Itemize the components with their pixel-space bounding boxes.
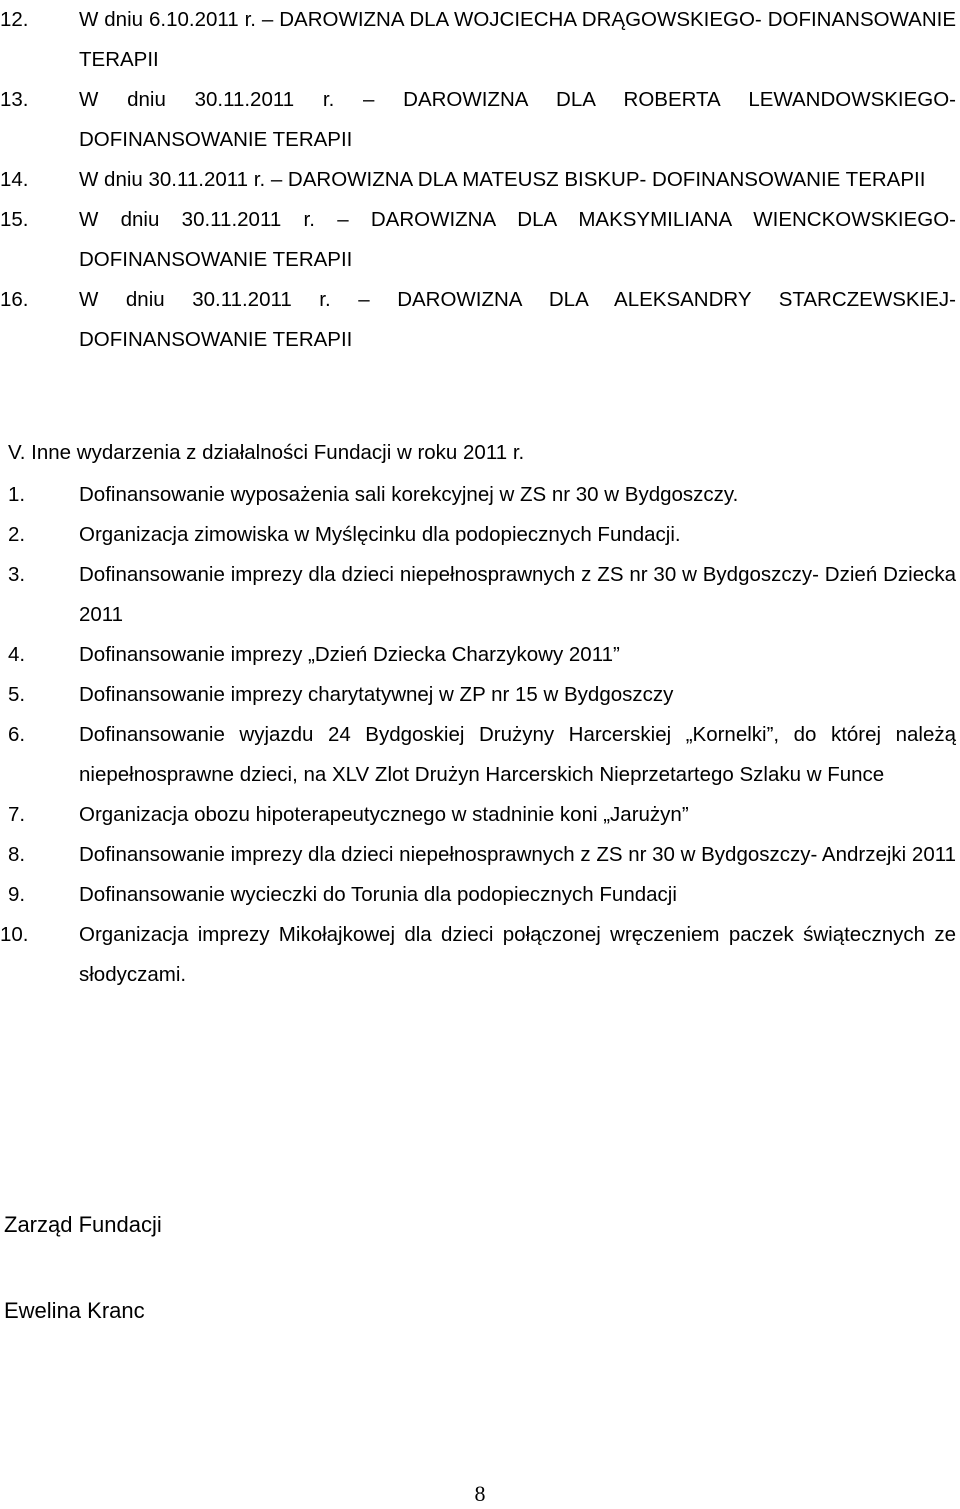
list-item [0, 0, 956, 80]
item-text: Organizacja imprezy Mikołajkowej dla dzieci połączonej wręczeniem paczek świątecznych ze słodyczami. [79, 923, 956, 986]
item-number: 16. [0, 288, 29, 311]
list-item [0, 555, 956, 635]
item-text: W dniu 30.11.2011 r. – DAROWIZNA DLA ROBERTA LEWANDOWSKIEGO- DOFINANSOWANIE TERAPII [79, 88, 956, 151]
item-number: 6. [8, 723, 26, 746]
item-text: Organizacja obozu hipoterapeutycznego w stadninie koni „Jarużyn” [79, 803, 689, 826]
item-text: Dofinansowanie imprezy dla dzieci niepełnosprawnych z ZS nr 30 w Bydgoszczy- Dzień Dziecka 2011 [79, 563, 956, 626]
item-text: Dofinansowanie wyposażenia sali korekcyjnej w ZS nr 30 w Bydgoszczy. [79, 483, 739, 506]
list-item [0, 835, 956, 875]
item-number: 12. [0, 8, 29, 31]
item-number: 14. [0, 168, 29, 191]
item-text: Dofinansowanie imprezy charytatywnej w ZP nr 15 w Bydgoszczy [79, 683, 674, 706]
donations-list [0, 0, 956, 360]
list-item [0, 280, 956, 360]
item-number: 2. [8, 523, 26, 546]
item-number: 3. [8, 563, 26, 586]
list-item [0, 795, 956, 835]
item-text: W dniu 30.11.2011 r. – DAROWIZNA DLA MATEUSZ BISKUP- DOFINANSOWANIE TERAPII [79, 168, 926, 191]
item-number: 8. [8, 843, 26, 866]
item-number: 15. [0, 208, 29, 231]
item-text: W dniu 6.10.2011 r. – DAROWIZNA DLA WOJCIECHA DRĄGOWSKIEGO- DOFINANSOWANIE TERAPII [79, 8, 956, 71]
section-heading: V. Inne wydarzenia z działalności Fundacji w roku 2011 r. [8, 441, 525, 464]
item-number: 5. [8, 683, 26, 706]
events-list [0, 475, 956, 995]
item-number: 7. [8, 803, 26, 826]
item-number: 10. [0, 923, 29, 946]
item-number: 13. [0, 88, 29, 111]
list-item [0, 160, 956, 200]
item-number: 1. [8, 483, 26, 506]
list-item [0, 675, 956, 715]
signature-name: Ewelina Kranc [4, 1298, 145, 1323]
page-number: 8 [474, 1481, 486, 1506]
item-number: 9. [8, 883, 26, 906]
list-item [0, 715, 956, 795]
item-number: 4. [8, 643, 26, 666]
item-text: Organizacja zimowiska w Myślęcinku dla podopiecznych Fundacji. [79, 523, 681, 546]
item-text: Dofinansowanie imprezy „Dzień Dziecka Charzykowy 2011” [79, 643, 620, 666]
item-text: W dniu 30.11.2011 r. – DAROWIZNA DLA MAKSYMILIANA WIENCKOWSKIEGO- DOFINANSOWANIE TERAPII [79, 208, 956, 271]
item-text: Dofinansowanie wycieczki do Torunia dla podopiecznych Fundacji [79, 883, 677, 906]
item-text: Dofinansowanie wyjazdu 24 Bydgoskiej Drużyny Harcerskiej „Kornelki”, do której należą niepełnosprawne dzieci, na XLV Zlot Drużyn Harcerskich Nieprzetartego Szlaku w Funce [79, 723, 956, 786]
list-item [0, 200, 956, 280]
list-item [0, 915, 956, 995]
list-item [0, 80, 956, 160]
list-item [0, 475, 956, 515]
item-text: W dniu 30.11.2011 r. – DAROWIZNA DLA ALEKSANDRY STARCZEWSKIEJ- DOFINANSOWANIE TERAPII [79, 288, 956, 351]
signature-board: Zarząd Fundacji [4, 1212, 162, 1237]
list-item [0, 635, 956, 675]
item-text: Dofinansowanie imprezy dla dzieci niepełnosprawnych z ZS nr 30 w Bydgoszczy- Andrzejki 2011 [79, 843, 956, 866]
list-item [0, 515, 956, 555]
list-item [0, 875, 956, 915]
